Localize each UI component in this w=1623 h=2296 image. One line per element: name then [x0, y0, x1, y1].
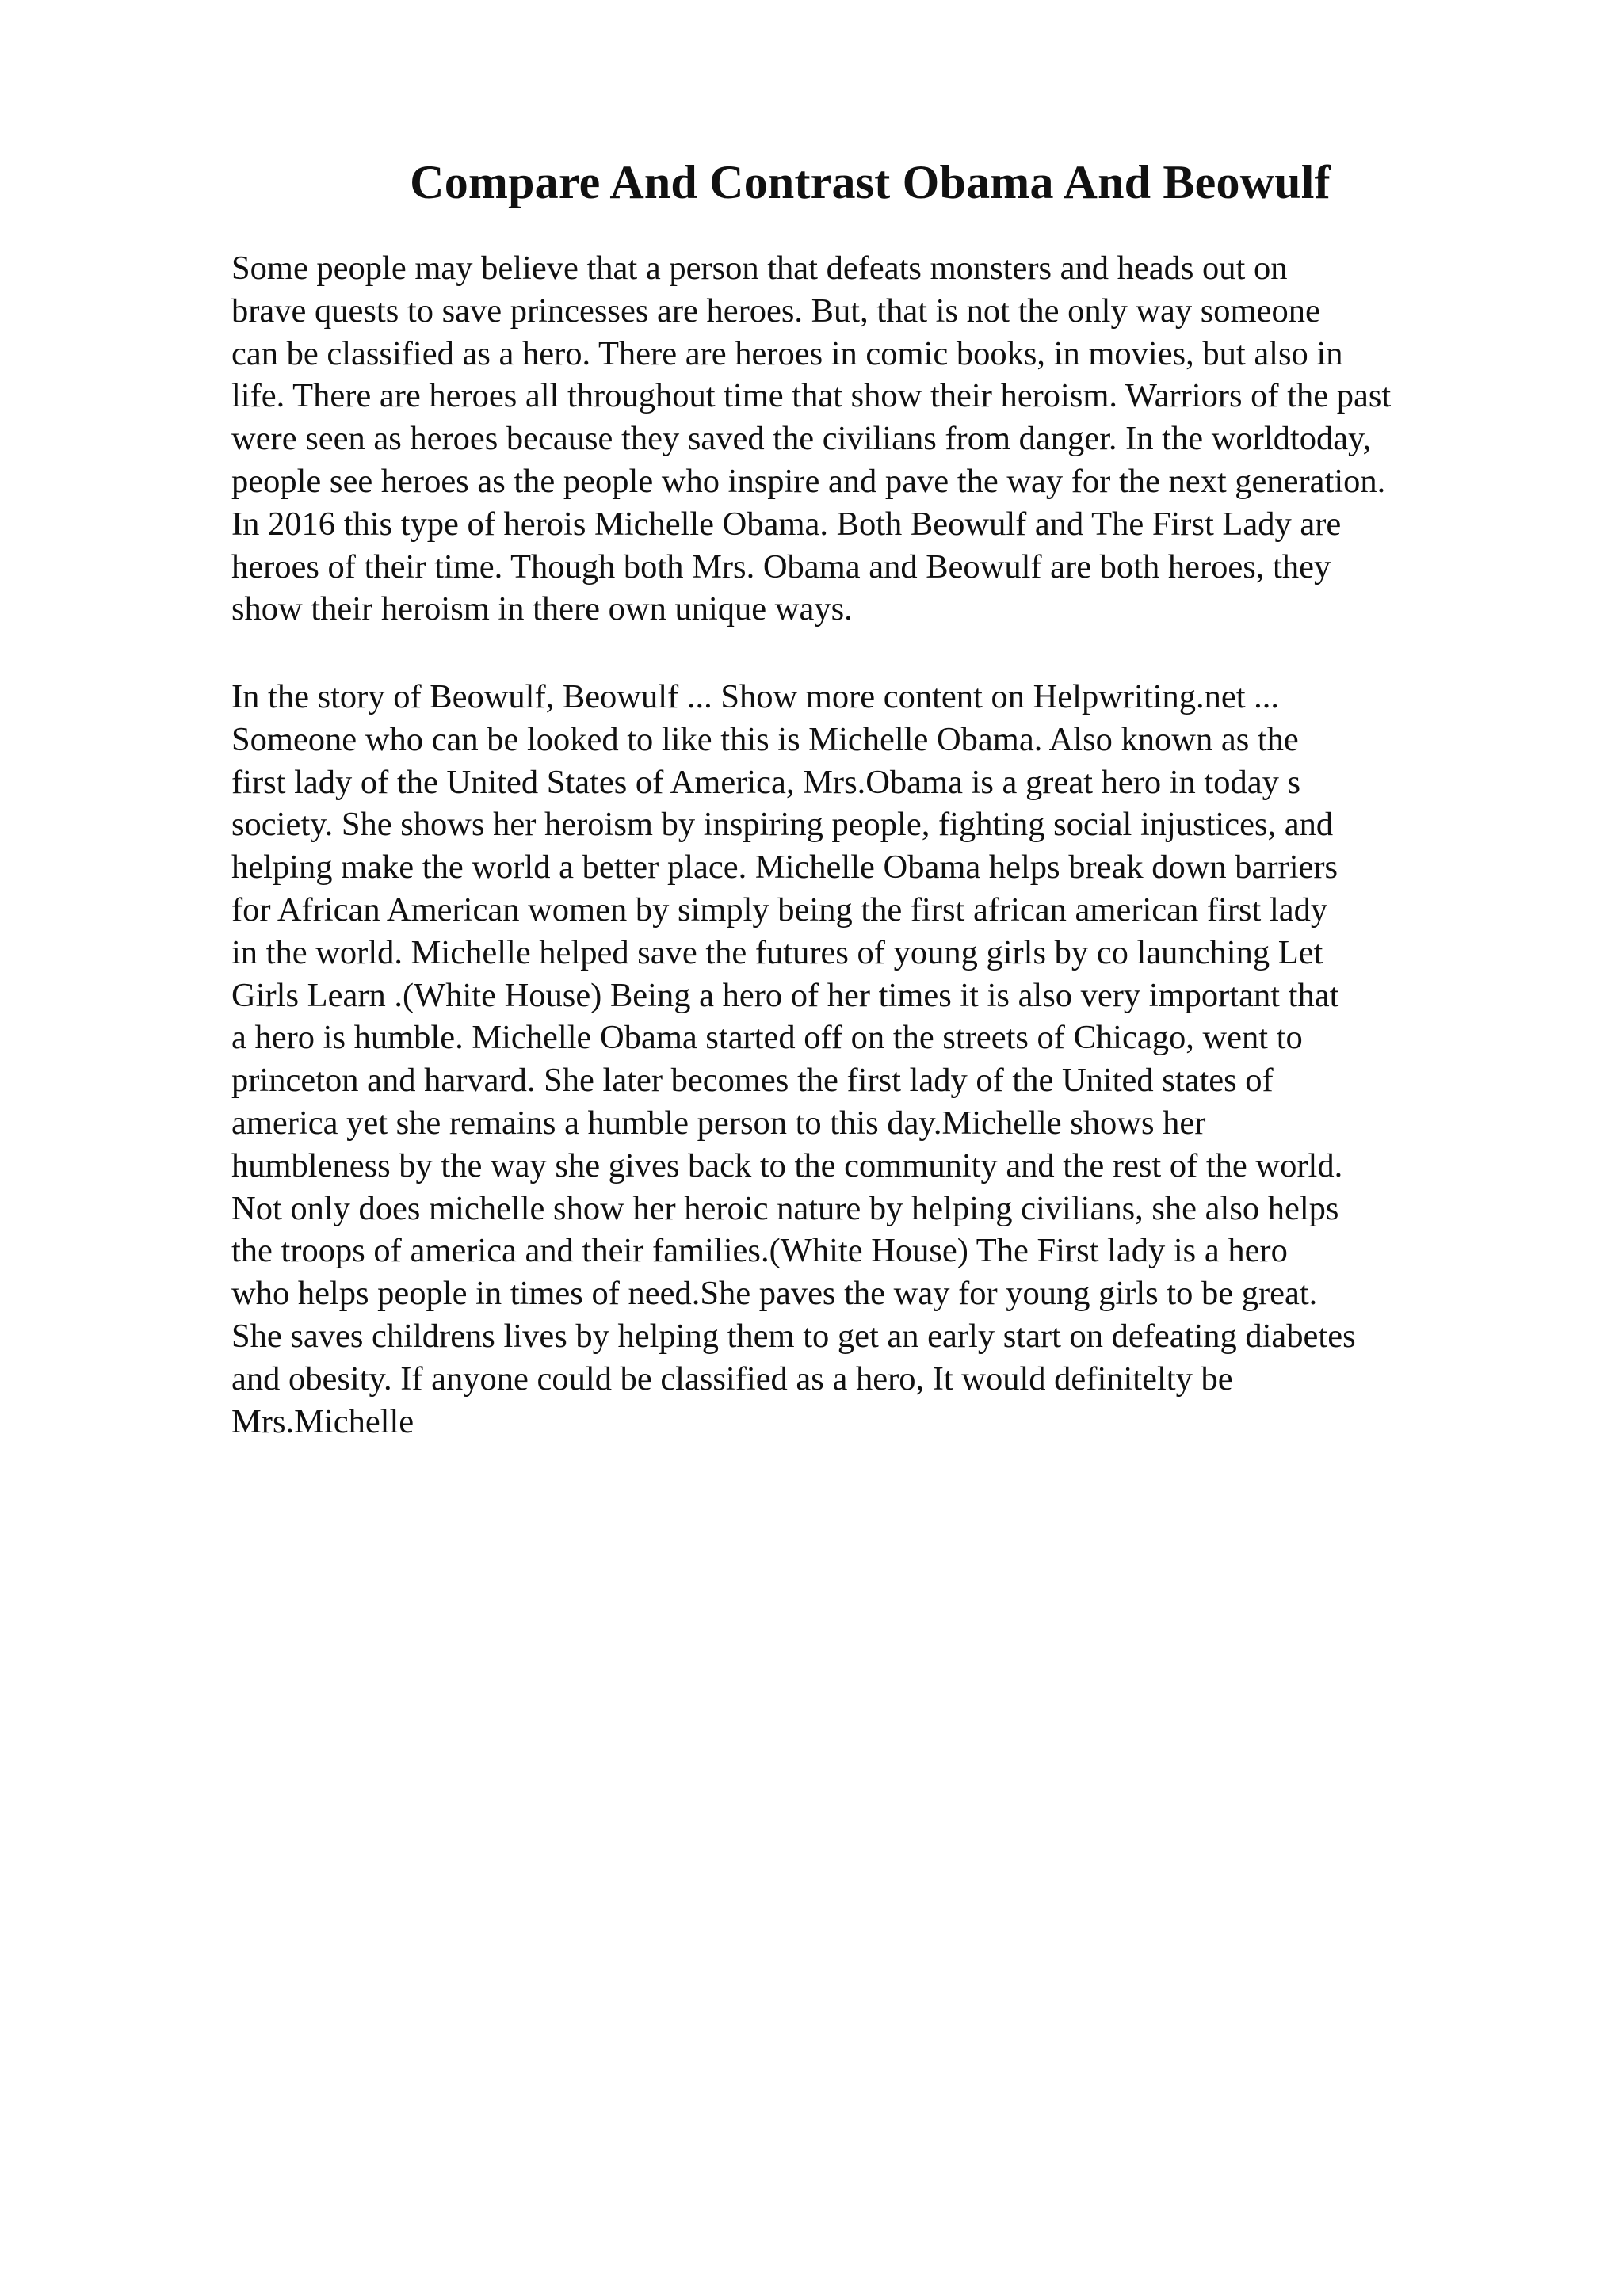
- paragraph-intro: [231, 247, 1391, 631]
- text-line: Not only does michelle show her heroic nature by helping civilians, she also helps: [231, 1189, 1339, 1227]
- text-line: can be classified as a hero. There are heroes in comic books, in movies, but also in: [231, 334, 1343, 372]
- text-line: heroes of their time. Though both Mrs. Obama and Beowulf are both heroes, they: [231, 547, 1331, 585]
- text-line: were seen as heroes because they saved the civilians from danger. In the worldtoday,: [231, 420, 1372, 458]
- text-line: Girls Learn .(White House) Being a hero of her times it is also very important that: [231, 976, 1339, 1014]
- text-line: Mrs.Michelle: [231, 1402, 414, 1440]
- text-line: She saves childrens lives by helping them to get an early start on defeating diabetes: [231, 1317, 1356, 1355]
- text-line: for African American women by simply being the first african american first lady: [231, 891, 1328, 929]
- text-line: first lady of the United States of America, Mrs.Obama is a great hero in today s: [231, 763, 1301, 801]
- text-line: show their heroism in there own unique ways.: [231, 590, 853, 628]
- text-line: a hero is humble. Michelle Obama started off on the streets of Chicago, went to: [231, 1019, 1303, 1057]
- text-line: princeton and harvard. She later becomes the first lady of the United states of: [231, 1062, 1274, 1100]
- text-line: brave quests to save princesses are heroes. But, that is not the only way someone: [231, 292, 1320, 330]
- text-line: america yet she remains a humble person to this day.Michelle shows her: [231, 1104, 1206, 1142]
- text-line: in the world. Michelle helped save the futures of young girls by co launching Let: [231, 933, 1323, 971]
- text-line: humbleness by the way she gives back to the community and the rest of the world.: [231, 1146, 1343, 1184]
- paragraph-body: [231, 676, 1356, 1443]
- text-line: Someone who can be looked to like this is Michelle Obama. Also known as the: [231, 720, 1299, 758]
- text-line: the troops of america and their families.(White House) The First lady is a hero: [231, 1232, 1288, 1270]
- text-line: Some people may believe that a person that defeats monsters and heads out on: [231, 250, 1288, 287]
- text-line: In 2016 this type of herois Michelle Obama. Both Beowulf and The First Lady are: [231, 505, 1342, 543]
- document-title: Compare And Contrast Obama And Beowulf: [410, 156, 1331, 208]
- text-line: people see heroes as the people who inspire and pave the way for the next generation.: [231, 462, 1386, 500]
- text-line: In the story of Beowulf, Beowulf ... Show more content on Helpwriting.net ...: [231, 678, 1280, 715]
- text-line: who helps people in times of need.She paves the way for young girls to be great.: [231, 1275, 1318, 1313]
- text-line: helping make the world a better place. Michelle Obama helps break down barriers: [231, 849, 1338, 887]
- text-line: life. There are heroes all throughout time that show their heroism. Warriors of the past: [231, 377, 1392, 415]
- text-line: and obesity. If anyone could be classified as a hero, It would definitelty be: [231, 1360, 1233, 1398]
- text-line: society. She shows her heroism by inspiring people, fighting social injustices, and: [231, 806, 1334, 844]
